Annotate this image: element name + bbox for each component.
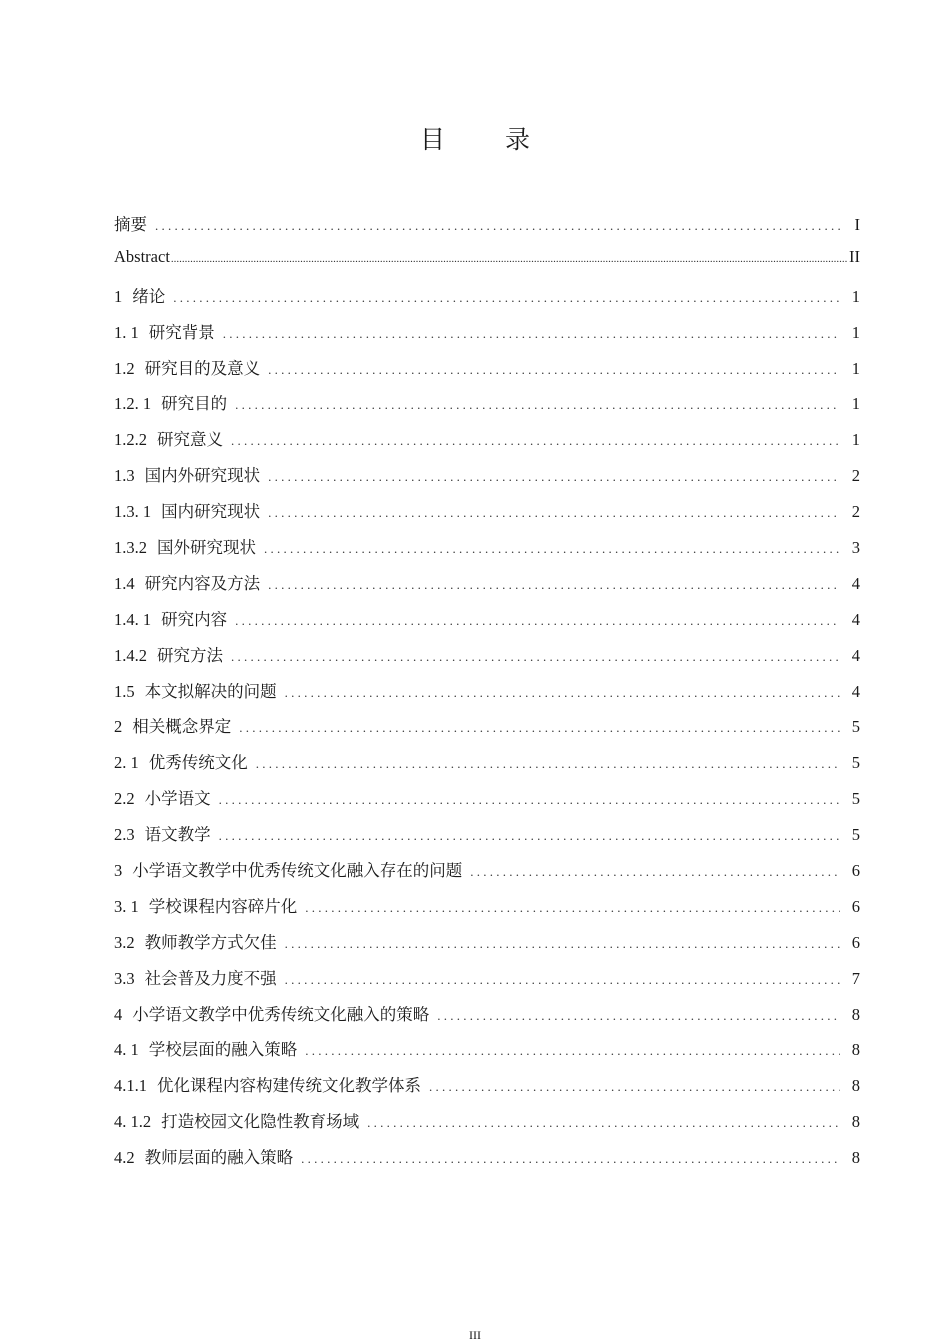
dot-leader	[264, 541, 840, 557]
toc-entry-number: 2.3	[114, 825, 135, 845]
toc-entry[interactable]	[114, 857, 860, 893]
toc-entry-number: 2.2	[114, 789, 135, 809]
toc-entry[interactable]	[114, 606, 860, 642]
toc-entry-page: 5	[851, 825, 860, 845]
toc-entry-text: 绪论	[132, 286, 166, 306]
page-title: 目 录	[420, 125, 556, 154]
toc-entry-text: 学校课程内容碎片化	[148, 896, 298, 916]
toc-entry-text: 教师层面的融入策略	[144, 1148, 294, 1168]
toc-entry-label	[114, 857, 462, 881]
toc-entry[interactable]	[114, 1108, 860, 1144]
toc-entry-number: 2. 1	[114, 753, 139, 773]
dot-leader	[437, 1008, 840, 1024]
toc-entry-text: 研究意义	[157, 430, 223, 450]
toc-entry-page: 6	[851, 896, 860, 916]
toc-entry-text: 国外研究现状	[157, 538, 256, 558]
toc-entry[interactable]	[114, 929, 860, 965]
toc-entry-text: 研究方法	[157, 645, 223, 665]
toc-entry-label	[114, 462, 260, 486]
toc-entry-text: 优秀传统文化	[148, 753, 248, 773]
toc-entry[interactable]	[114, 211, 860, 247]
toc-entry-page: 4	[851, 573, 860, 593]
toc-entry-text: 研究目的	[161, 394, 228, 414]
toc-entry-text: 摘要	[114, 215, 147, 234]
toc-entry-number: 1.4	[114, 573, 135, 593]
toc-entry-label	[114, 426, 223, 450]
toc-entry-page: 8	[851, 1076, 860, 1096]
toc-entry-text: 社会普及力度不强	[144, 968, 277, 988]
toc-entry[interactable]	[114, 1036, 860, 1072]
toc-entry-label	[114, 785, 211, 809]
toc-entry-page: 2	[851, 466, 860, 486]
dot-leader	[268, 469, 840, 485]
toc-entry-label	[114, 749, 248, 773]
toc-entry-page: 1	[851, 394, 860, 414]
dot-leader	[305, 900, 840, 916]
dot-leader	[285, 685, 840, 701]
toc-entry-page: 1	[851, 430, 860, 450]
toc-entry-label	[114, 893, 297, 917]
toc-entry-page: 2	[851, 502, 860, 522]
toc-entry-text: 小学语文教学中优秀传统文化融入的策略	[132, 1004, 430, 1024]
dot-leader	[256, 756, 840, 772]
toc-entry-text: 本文拟解决的问题	[144, 681, 277, 701]
dot-leader	[301, 1151, 840, 1167]
toc-entry-number: 3	[114, 861, 123, 881]
page-number: III	[469, 1328, 481, 1342]
toc-entry-page: 1	[851, 322, 860, 342]
toc-entry-label	[114, 713, 231, 737]
toc-entry[interactable]	[114, 1072, 860, 1108]
toc-entry-text: 研究内容及方法	[144, 573, 261, 593]
toc-entry-number: 1.5	[114, 681, 135, 701]
dot-leader	[285, 972, 840, 988]
toc-entry-text: 小学语文教学中优秀传统文化融入存在的问题	[132, 861, 463, 881]
toc-entry-number: 4. 1.2	[114, 1112, 152, 1132]
toc-entry-page: 7	[851, 968, 860, 988]
toc-entry-text: 国内外研究现状	[144, 466, 261, 486]
dot-leader	[268, 505, 840, 521]
dot-leader	[285, 936, 840, 952]
toc-entry-page: 6	[851, 932, 860, 952]
toc-entry-number: 3.3	[114, 968, 135, 988]
toc-entry-page: 8	[851, 1112, 860, 1132]
toc-entry[interactable]	[114, 319, 860, 355]
toc-entry-page: I	[854, 215, 860, 234]
toc-entry-number: 1	[114, 286, 123, 306]
toc-entry[interactable]	[114, 785, 860, 821]
toc-entry-text: 研究背景	[148, 322, 215, 342]
toc-entry-text: 教师教学方式欠佳	[144, 932, 277, 952]
toc-entry[interactable]	[114, 965, 860, 1001]
toc-entry-page: 1	[851, 286, 860, 306]
dot-leader	[268, 577, 840, 593]
toc-entry-page: 5	[851, 717, 860, 737]
dot-leader	[219, 828, 840, 844]
toc-entry-number: 1. 1	[114, 322, 139, 342]
toc-entry-number: 1.2	[114, 358, 135, 378]
toc-entry-page: 3	[851, 538, 860, 558]
toc-entry-page: 5	[851, 753, 860, 773]
toc-entry-label	[114, 355, 260, 379]
toc-entry-number: 4. 1	[114, 1040, 139, 1060]
toc-entry[interactable]	[114, 355, 860, 391]
toc-entry[interactable]	[114, 498, 860, 534]
toc-entry[interactable]	[114, 462, 860, 498]
toc-entry-number: 3.2	[114, 932, 135, 952]
toc-entry-text: 打造校园文化隐性教育场域	[161, 1112, 360, 1132]
toc-entry-label	[114, 1072, 421, 1096]
dot-leader	[367, 1115, 840, 1131]
dot-leader	[429, 1079, 840, 1095]
toc-entry-page: 4	[851, 681, 860, 701]
toc-entry-label	[114, 534, 256, 558]
toc-entry-label	[114, 1108, 359, 1132]
toc-entry[interactable]	[114, 426, 860, 462]
dot-leader	[239, 720, 840, 736]
dot-leader	[235, 397, 840, 413]
toc-entry-page: 8	[851, 1148, 860, 1168]
toc-entry-number: 1.3. 1	[114, 502, 152, 522]
dot-leader	[173, 290, 840, 306]
toc-entry[interactable]	[114, 247, 860, 283]
dot-leader	[231, 649, 840, 665]
dot-leader	[231, 433, 840, 449]
toc-entry[interactable]	[114, 713, 860, 749]
toc-entry[interactable]	[114, 534, 860, 570]
toc-entry-label	[114, 283, 165, 307]
dot-leader	[219, 792, 840, 808]
toc-entry[interactable]	[114, 570, 860, 606]
dot-leader	[235, 613, 840, 629]
toc-entry-label	[114, 247, 170, 267]
toc-entry-number: 3. 1	[114, 896, 139, 916]
toc-entry-page: 6	[851, 861, 860, 881]
toc-entry[interactable]	[114, 1144, 860, 1180]
toc-entry-page: 8	[851, 1004, 860, 1024]
toc-entry-label	[114, 642, 223, 666]
toc-entry[interactable]	[114, 749, 860, 785]
toc-entry-number: 1.2. 1	[114, 394, 152, 414]
toc-entry-label	[114, 390, 227, 414]
table-of-contents	[114, 211, 860, 1180]
dot-leader	[305, 1043, 840, 1059]
toc-entry-number: 4	[114, 1004, 123, 1024]
toc-entry-text: 国内研究现状	[161, 502, 261, 522]
toc-entry-page: II	[849, 246, 860, 266]
toc-entry-text: 研究内容	[161, 609, 228, 629]
toc-entry-page: 4	[851, 609, 860, 629]
toc-entry-number: 4.2	[114, 1148, 135, 1168]
toc-entry-page: 5	[851, 789, 860, 809]
toc-entry[interactable]	[114, 390, 860, 426]
toc-entry-text: 语文教学	[144, 825, 211, 845]
toc-entry[interactable]	[114, 642, 860, 678]
toc-entry-text: 学校层面的融入策略	[148, 1040, 298, 1060]
dot-leader	[268, 362, 840, 378]
toc-entry-label	[114, 929, 277, 953]
dot-leader	[171, 253, 847, 265]
toc-entry-label	[114, 570, 260, 594]
toc-entry-label	[114, 211, 147, 235]
toc-entry-page: 1	[851, 358, 860, 378]
toc-entry-page: 4	[851, 645, 860, 665]
toc-entry[interactable]	[114, 678, 860, 714]
dot-leader	[155, 218, 840, 234]
toc-entry[interactable]	[114, 893, 860, 929]
dot-leader	[470, 864, 840, 880]
toc-entry-text: 相关概念界定	[132, 717, 232, 737]
toc-entry-label	[114, 1001, 429, 1025]
toc-entry-label	[114, 965, 277, 989]
toc-entry-label	[114, 498, 260, 522]
toc-entry[interactable]	[114, 821, 860, 857]
toc-entry-label	[114, 1036, 297, 1060]
toc-entry-number: 4.1.1	[114, 1076, 147, 1096]
toc-entry-number: 1.3	[114, 466, 135, 486]
toc-entry-label	[114, 678, 277, 702]
toc-entry-label	[114, 1144, 293, 1168]
toc-entry-number: 1.2.2	[114, 430, 147, 450]
toc-entry-text: 研究目的及意义	[144, 358, 261, 378]
toc-entry[interactable]	[114, 1001, 860, 1037]
toc-entry-label	[114, 821, 211, 845]
toc-entry-number: 1.3.2	[114, 538, 147, 558]
toc-entry[interactable]	[114, 283, 860, 319]
toc-entry-label	[114, 319, 215, 343]
toc-entry-text: Abstract	[114, 246, 170, 266]
toc-entry-label	[114, 606, 227, 630]
toc-entry-number: 1.4.2	[114, 645, 147, 665]
toc-entry-text: 优化课程内容构建传统文化教学体系	[157, 1076, 421, 1096]
dot-leader	[223, 326, 840, 342]
toc-entry-number: 1.4. 1	[114, 609, 152, 629]
toc-entry-text: 小学语文	[144, 789, 211, 809]
toc-entry-page: 8	[851, 1040, 860, 1060]
toc-entry-number: 2	[114, 717, 123, 737]
